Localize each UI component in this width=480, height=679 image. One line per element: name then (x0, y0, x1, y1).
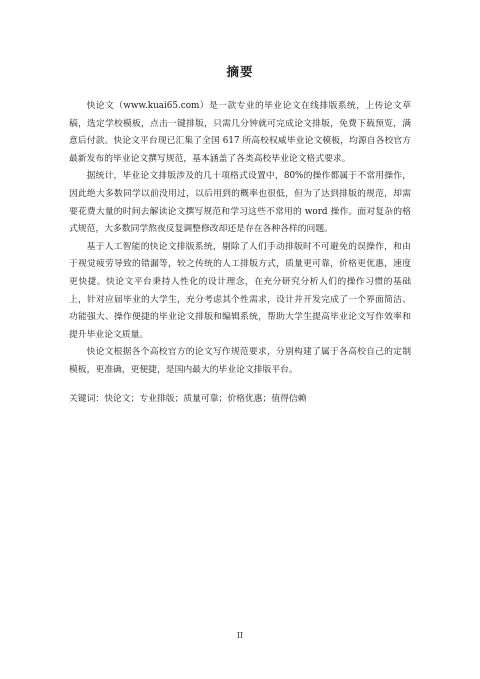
abstract-paragraph-4: 快论文根据各个高校官方的论文写作规范要求，分别构建了属于各高校自己的定制模板，更准确，更便捷，是国内最大的毕业论文排版平台。 (69, 347, 411, 375)
abstract-title: 摘要 (226, 64, 254, 79)
abstract-paragraph-3: 基于人工智能的快论文排版系统，剔除了人们手动排版时不可避免的误操作，和由于视觉疲劳导致的错漏等，较之传统的人工排版方式，质量更可靠，价格更优惠，速度更快捷。快论文平台秉持人性化的设计理念，在充分研究分析人们的操作习惯的基础上，针对应届毕业的大学生，充分考虑其个性需求，设计并开发完成了一个界面简洁、功能强大、操作便捷的毕业论文排版和编辑系统，帮助大学生提高毕业论文写作效率和提升毕业论文质量。 (69, 241, 411, 340)
page-number: II (236, 631, 244, 640)
abstract-body (69, 98, 411, 408)
abstract-paragraph-2: 据统计，毕业论文排版涉及的几十项格式设置中，80%的操作都属于不常用操作，因此绝大多数同学以前没用过，以后用到的概率也很低，但为了达到排版的规范，却需要花费大量的时间去解读论文撰写规范和学习这些不常用的 word 操作。面对复杂的格式规范，大多数同学熬夜反复调整修改却还是存在各种各样的问题。 (69, 171, 411, 235)
abstract-paragraph-1: 快论文（www.kuai65.com）是一款专业的毕业论文在线排版系统，上传论文草稿，选定学校模板，点击一键排版，只需几分钟就可完成论文排版，免费下载预览，满意后付款。快论文平台现已汇集了全国 617 所高校权威毕业论文模板，均源自各校官方最新发布的毕业论文撰写规范，基本涵盖了各类高校毕业论文格式要求。 (69, 101, 411, 164)
keywords-line: 关键词：快论文；专业排版；质量可靠；价格优惠；值得信赖 (69, 393, 307, 404)
